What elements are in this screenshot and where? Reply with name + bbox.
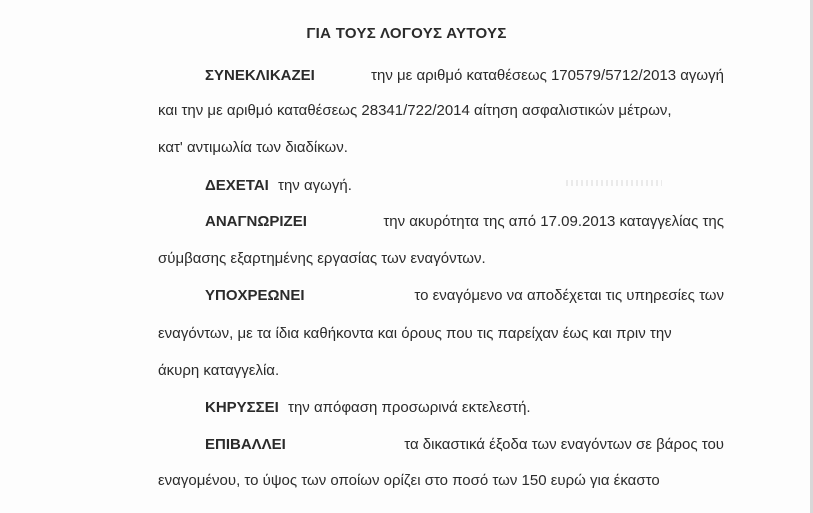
paragraph-line xyxy=(205,436,724,454)
paragraph-text: την ακυρότητα της από 17.09.2013 καταγγελίας της xyxy=(383,213,724,230)
scan-artifact xyxy=(566,180,662,186)
paragraph-line xyxy=(205,399,531,417)
paragraph-keyword: ΣΥΝΕΚΛΙΚΑΖΕΙ xyxy=(205,67,315,84)
paragraph-line xyxy=(205,177,352,195)
paragraph-line xyxy=(205,287,724,305)
paragraph-line xyxy=(205,213,724,231)
paragraph-keyword: ΚΗΡΥΣΣΕΙ xyxy=(205,399,279,416)
paragraph-line xyxy=(205,67,724,85)
paragraph-keyword: ΔΕΧΕΤΑΙ xyxy=(205,177,269,194)
document-heading: ΓΙΑ ΤΟΥΣ ΛΟΓΟΥΣ ΑΥΤΟΥΣ xyxy=(306,25,507,42)
paragraph-text: την απόφαση προσωρινά εκτελεστή. xyxy=(288,399,531,416)
paragraph-text: την με αριθμό καταθέσεως 170579/5712/2013 αγωγή xyxy=(371,67,724,84)
paragraph-text: το εναγόμενο να αποδέχεται τις υπηρεσίες των xyxy=(414,287,724,304)
paragraph-line: εναγομένου, το ύψος των οποίων ορίζει στο ποσό των 150 ευρώ για έκαστο xyxy=(158,472,660,489)
paragraph-line: εναγόντων, με τα ίδια καθήκοντα και όρους που τις παρείχαν έως και πριν την xyxy=(158,325,672,342)
paragraph-keyword: ΑΝΑΓΝΩΡΙΖΕΙ xyxy=(205,213,307,230)
paragraph-text: τα δικαστικά έξοδα των εναγόντων σε βάρος του xyxy=(404,436,724,453)
paragraph-line: άκυρη καταγγελία. xyxy=(158,362,280,379)
paragraph-keyword: ΥΠΟΧΡΕΩΝΕΙ xyxy=(205,287,305,304)
paragraph-line: κατ' αντιμωλία των διαδίκων. xyxy=(158,139,348,156)
paragraph-line: σύμβασης εξαρτημένης εργασίας των εναγόντων. xyxy=(158,250,486,267)
paragraph-line: και την με αριθμό καταθέσεως 28341/722/2014 αίτηση ασφαλιστικών μέτρων, xyxy=(158,102,672,119)
paragraph-text: την αγωγή. xyxy=(278,177,352,194)
paragraph-keyword: ΕΠΙΒΑΛΛΕΙ xyxy=(205,436,286,453)
